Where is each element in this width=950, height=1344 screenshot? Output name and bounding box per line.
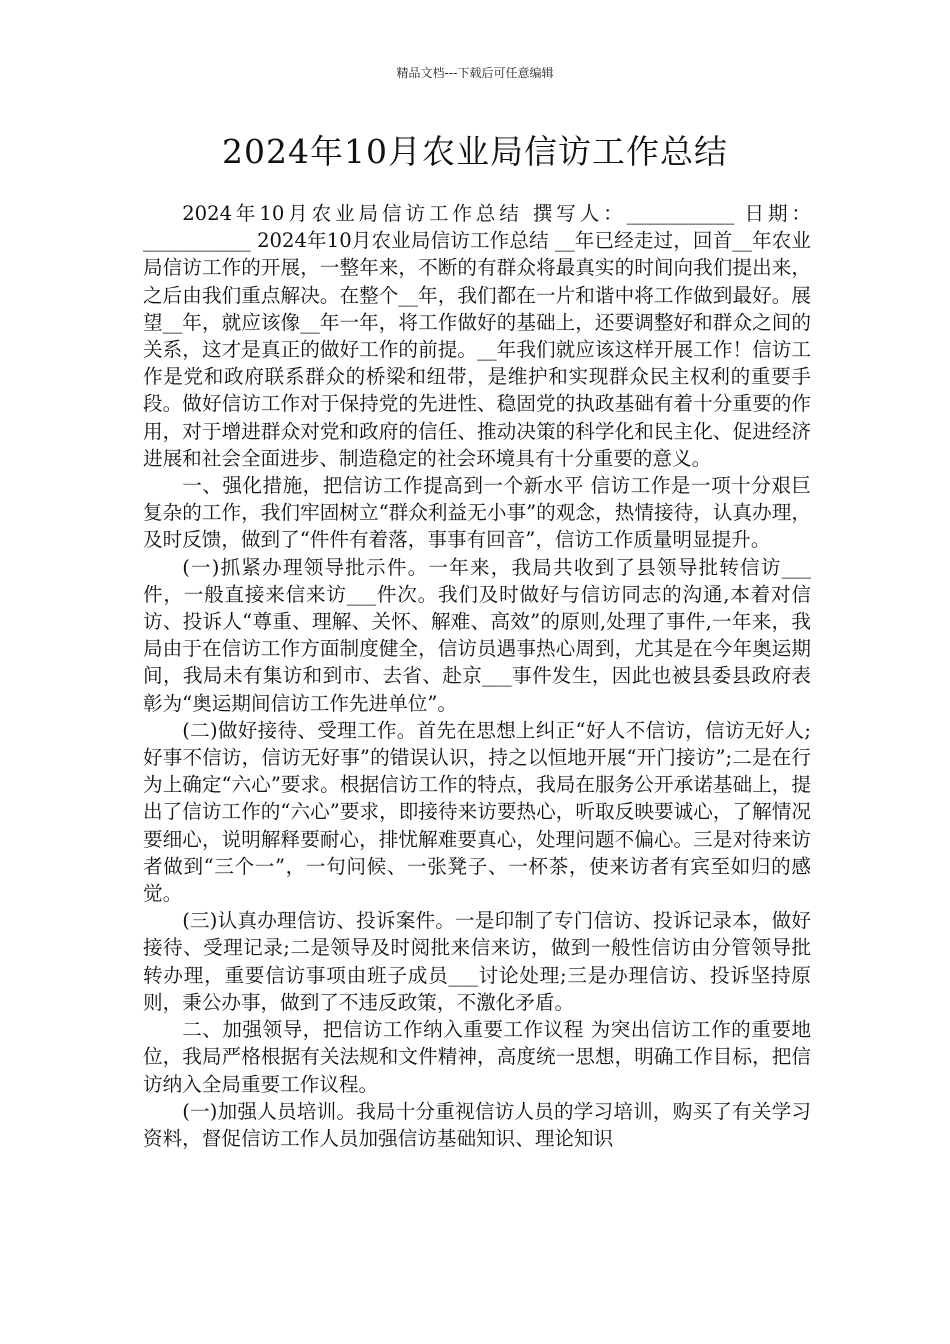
paragraph-section-one-item-two: (二)做好接待、受理工作。首先在思想上纠正“好人不信访，信访无好人;好事不信访，信访无好事”的错误认识，持之以恒地开展“开门接访”;二是在行为上确定“六心”要求。根据信访工作的特点，我局在服务公开承诺基础上，提出了信访工作的“六心”要求，即接待来访要热心，听取反映要诚心，了解情况要细心，说明解释要耐心，排忧解难要真心，处理问题不偏心。三是对待来访者做到“三个一”，一句问候、一张凳子、一杯茶，使来访者有宾至如归的感觉。 [143,718,811,906]
header-note: 精品文档---下载后可任意编辑 [396,66,554,80]
paragraph-section-one-item-three: (三)认真办理信访、投诉案件。一是印制了专门信访、投诉记录本，做好接待、受理记录;二是领导及时阅批来信来访，做到一般性信访由分管领导批转办理，重要信访事项由班子成员___讨论处理;三是办理信访、投诉坚持原则，秉公办事，做到了不违反政策，不激化矛盾。 [143,909,811,1014]
document-body [143,200,811,1152]
document-title: 2024年10月农业局信访工作总结 [222,132,728,171]
paragraph-section-one-item-one: (一)抓紧办理领导批示件。一年来，我局共收到了县领导批转信访___件，一般直接来信来访___件次。我们及时做好与信访同志的沟通,本着对信访、投诉人“尊重、理解、关怀、解难、高效”的原则,处理了事件,一年来，我局由于在信访工作方面制度健全，信访员遇事热心周到，尤其是在今年奥运期间，我局未有集访和到市、去省、赴京___事件发生，因此也被县委县政府表彰为“奥运期间信访工作先进单位”。 [143,555,811,715]
paragraph-intro: 2024年10月农业局信访工作总结 撰写人：___________ 日期：___________ 2024年10月农业局信访工作总结 __年已经走过，回首__年农业局信访工作的开展，一整年来，不断的有群众将最真实的时间向我们提出来，之后由我们重点解决。在整个__年，我们都在一片和谐中将工作做到最好。展望__年，就应该像__年一年，将工作做好的基础上，还要调整好和群众之间的关系，这才是真正的做好工作的前提。__年我们就应该这样开展工作！信访工作是党和政府联系群众的桥梁和纽带，是维护和实现群众民主权利的重要手段。做好信访工作对于保持党的先进性、稳固党的执政基础有着十分重要的作用，对于增进群众对党和政府的信任、推动决策的科学化和民主化、促进经济进展和社会全面进步、制造稳定的社会环境具有十分重要的意义。 [143,202,811,470]
paragraph-section-one: 一、强化措施，把信访工作提高到一个新水平 信访工作是一项十分艰巨复杂的工作，我们牢固树立“群众利益无小事”的观念，热情接待，认真办理，及时反馈，做到了“件件有着落，事事有回音”，信访工作质量明显提升。 [143,474,811,552]
paragraph-section-two-item-one: (一)加强人员培训。我局十分重视信访人员的学习培训，购买了有关学习资料，督促信访工作人员加强信访基础知识、理论知识 [143,1099,811,1150]
paragraph-section-two: 二、加强领导，把信访工作纳入重要工作议程 为突出信访工作的重要地位，我局严格根据有关法规和文件精神，高度统一思想，明确工作目标，把信访纳入全局重要工作议程。 [143,1018,811,1096]
